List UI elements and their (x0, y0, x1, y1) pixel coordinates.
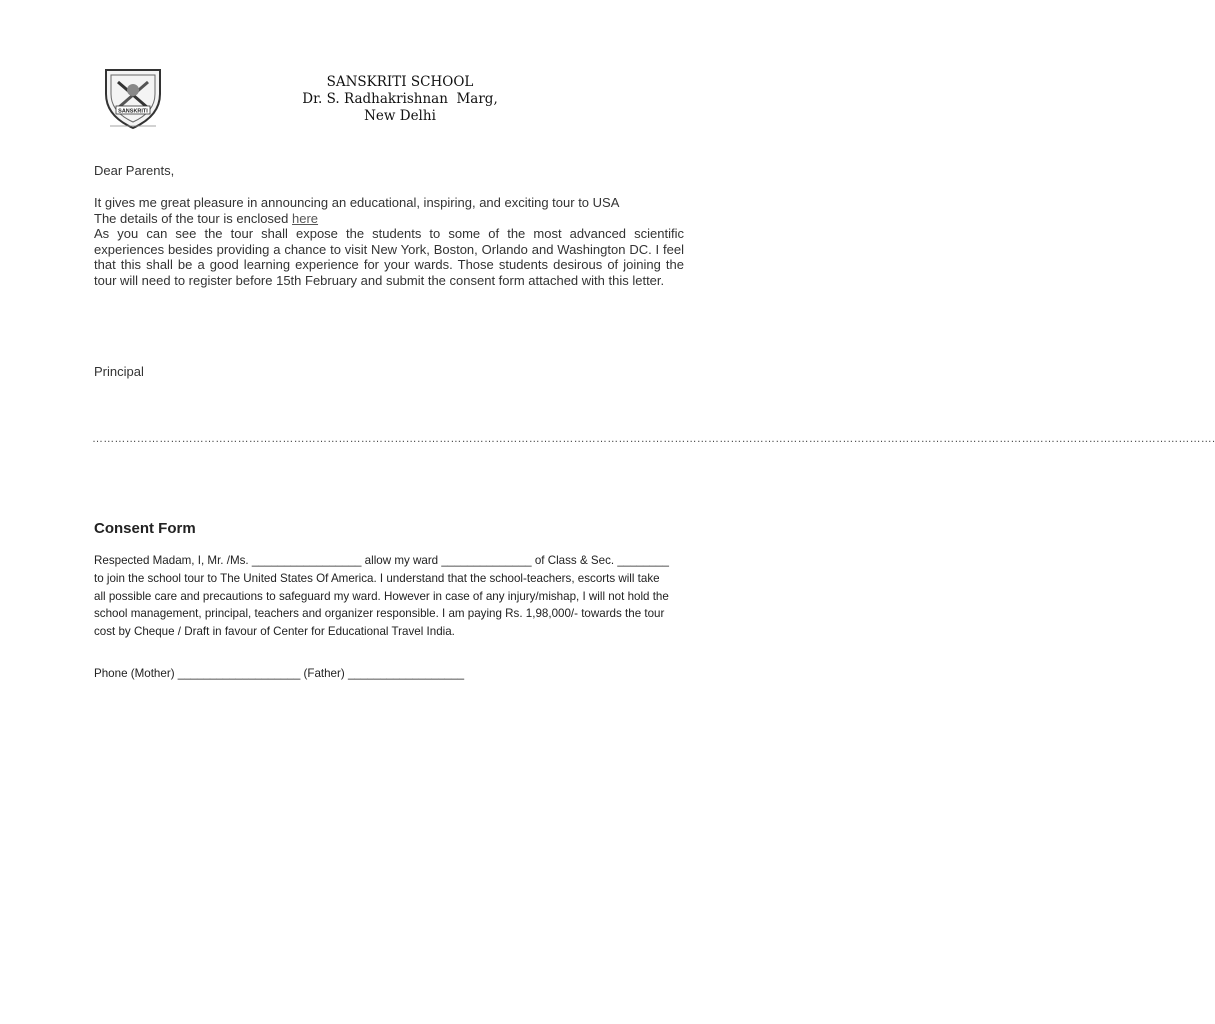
letter-line-2-text: The details of the tour is enclosed (94, 210, 293, 226)
school-crest-icon (98, 64, 168, 132)
phone-line: Phone (Mother) ___________________ (Father) __________________ (94, 667, 465, 680)
school-logo (98, 64, 168, 132)
separator-line: …………………………………………………………………………………………………………………………………………………………………………………………………………………………………………………………………………. (92, 433, 1215, 445)
consent-form-body: Respected Madam, I, Mr. /Ms. _________________ allow my ward ______________ of Class & Sec. ________ to join the school tour to The United States Of America. I understand that the school-teachers, escorts will take all possible care and precautions to safeguard my ward. However in case of any injury/mishap, I will not hold the school management, principal, teachers and organizer responsible. I am paying Rs. 1,98,000/- towards the tour cost by Cheque / Draft in favour of Center for Educational Travel India. (94, 554, 669, 639)
letter-line-1: It gives me great pleasure in announcing an educational, inspiring, and exciting tour to USA (94, 195, 620, 210)
address-line-2: New Delhi (364, 108, 436, 124)
address-line-1: Dr. S. Radhakrishnan Marg, (302, 91, 498, 107)
details-link[interactable]: here (292, 210, 319, 226)
salutation: Dear Parents, (94, 163, 175, 178)
letterhead (250, 74, 550, 125)
signatory: Principal (94, 364, 144, 379)
letter-paragraph: As you can see the tour shall expose the students to some of the most advanced scientific experiences besides providing a chance to visit New York, Boston, Orlando and Washington DC. I feel that this shall be a good learning experience for your wards. Those students desirous of joining the tour will need to register before 15th February and submit the consent form attached with this letter. (94, 226, 684, 288)
letter-line-2 (94, 211, 684, 227)
logo-text: SANSKRITI (118, 108, 148, 115)
letter-body (94, 195, 684, 288)
school-name: SANSKRITI SCHOOL (326, 74, 474, 90)
consent-form-title: Consent Form (94, 520, 196, 537)
